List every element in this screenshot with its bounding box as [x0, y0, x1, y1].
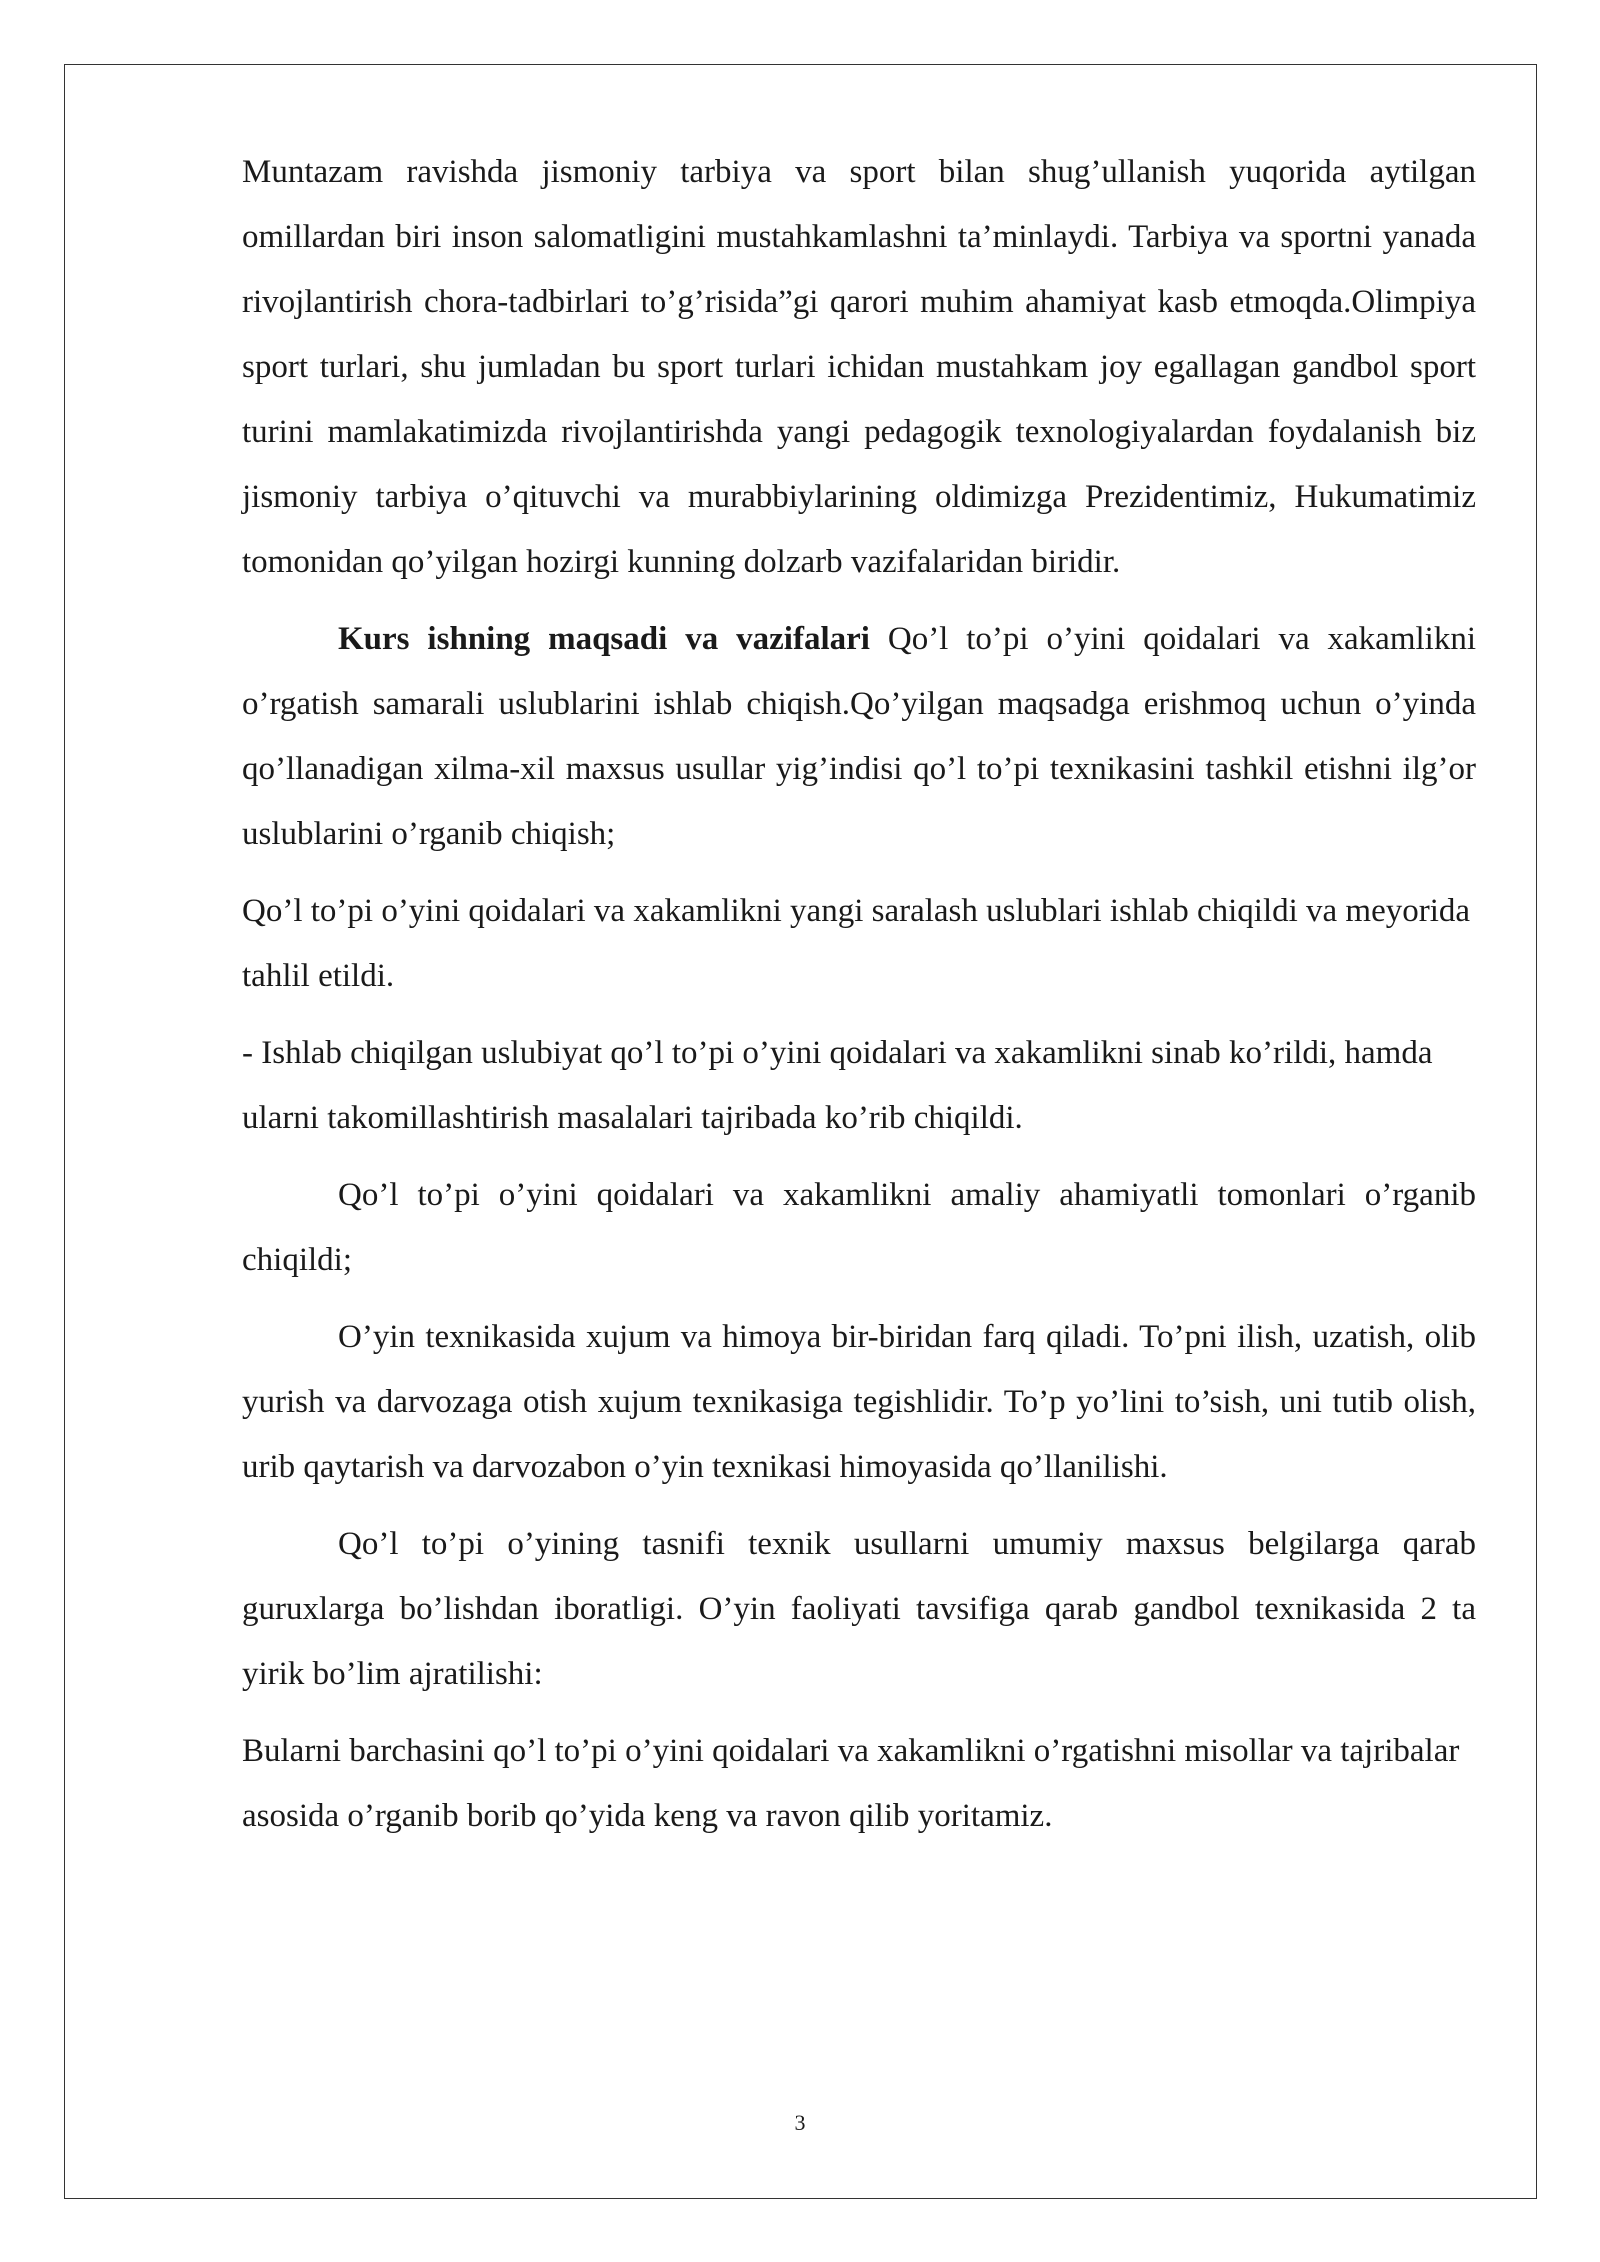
page-number: 3 [794, 2110, 806, 2135]
paragraph-classification: Qo’l to’pi o’yining tasnifi texnik usullarni umumiy maxsus belgilarga qarab guruxlarga bo’lishdan iboratligi. O’yin faoliyati tavsifiga qarab gandbol texnikasida 2 ta yirik bo’lim ajratilishi: [242, 1526, 1476, 1692]
section-heading-course-goals: Kurs ishning maqsadi va vazifalari [338, 621, 870, 657]
paragraph-game-technique: O’yin texnikasida xujum va himoya bir-biridan farq qiladi. To’pni ilish, uzatish, olib yurish va darvozaga otish xujum texnikasiga tegishlidir. To’p yo’lini to’sish, uni tutib olish, urib qaytarish va darvozabon o’yin texnikasi himoyasida qo’llanilishi. [242, 1319, 1476, 1485]
paragraph-course-goals-text: Qo’l to’pi o’yini qoidalari va xakamlikni o’rgatish samarali uslublarini ishlab chiqish.Qo’yilgan maqsadga erishmoq uchun o’yinda qo’llanadigan xilma-xil maxsus usullar yig’indisi qo’l to’pi texnikasini tashkil etishni ilg’or uslublarini o’rganib chiqish; [242, 621, 1477, 852]
document-body [242, 140, 1476, 1849]
paragraph-new-methods: Qo’l to’pi o’yini qoidalari va xakamlikni yangi saralash uslublari ishlab chiqildi va meyorida tahlil etildi. [242, 893, 1471, 994]
paragraph-practical-aspects: Qo’l to’pi o’yini qoidalari va xakamlikni amaliy ahamiyatli tomonlari o’rganib chiqildi; [242, 1177, 1476, 1278]
paragraph-methodology-tested: - Ishlab chiqilgan uslubiyat qo’l to’pi o’yini qoidalari va xakamlikni sinab ko’rildi, hamda ularni takomillashtirish masalalari tajribada ko’rib chiqildi. [242, 1035, 1433, 1136]
paragraph-course-goals [242, 607, 1476, 867]
paragraph-conclusion: Bularni barchasini qo’l to’pi o’yini qoidalari va xakamlikni o’rgatishni misollar va tajribalar asosida o’rganib borib qo’yida keng va ravon qilib yoritamiz. [242, 1733, 1460, 1834]
paragraph-intro: Muntazam ravishda jismoniy tarbiya va sport bilan shug’ullanish yuqorida aytilgan omillardan biri inson salomatligini mustahkamlashni ta’minlaydi. Tarbiya va sportni yanada rivojlantirish chora-tadbirlari to’g’risida”gi qarori muhim ahamiyat kasb etmoqda.Olimpiya sport turlari, shu jumladan bu sport turlari ichidan mustahkam joy egallagan gandbol sport turini mamlakatimizda rivojlantirishda yangi pedagogik texnologiyalardan foydalanish biz jismoniy tarbiya o’qituvchi va murabbiylarining oldimizga Prezidentimiz, Hukumatimiz tomonidan qo’yilgan hozirgi kunning dolzarb vazifalaridan biridir. [242, 154, 1476, 580]
